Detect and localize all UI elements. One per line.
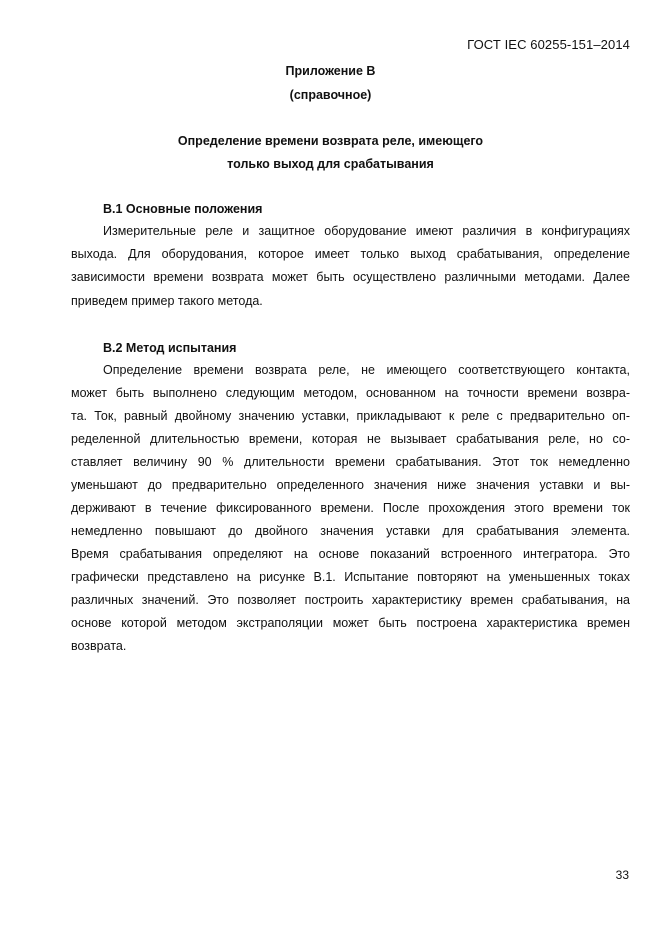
section-2-line: основе которой методом экстраполяции может быть построена характеристика времен bbox=[71, 616, 630, 630]
section-2-line: может быть выполнено следующим методом, основанном на точности времени возвра- bbox=[71, 386, 630, 400]
section-2-heading: В.2 Метод испытания bbox=[103, 341, 237, 355]
section-2-line: немедленно повышают до двойного значения уставки для срабатывания элемента. bbox=[71, 524, 630, 538]
section-1-line: приведем пример такого метода. bbox=[71, 294, 263, 308]
section-2-line: та. Ток, равный двойному значению уставки, прикладывают к реле с предварительно оп- bbox=[71, 409, 630, 423]
appendix-subtitle: (справочное) bbox=[289, 88, 372, 102]
section-2-line: ределенной длительностью времени, которая не вызывает срабатывания реле, но со- bbox=[71, 432, 630, 446]
section-2-line: ставляет величину 90 % длительности времени срабатывания. Этот ток немедленно bbox=[71, 455, 630, 469]
section-2-line: графически представлено на рисунке В.1. Испытание повторяют на уменьшенных токах bbox=[71, 570, 630, 584]
section-2-line: Определение времени возврата реле, не имеющего соответствующего контакта, bbox=[103, 363, 630, 377]
page-number: 33 bbox=[615, 868, 629, 882]
section-1-line: выхода. Для оборудования, которое имеет только выход срабатывания, определение bbox=[71, 247, 630, 261]
section-2-line: Время срабатывания определяют на основе показаний встроенного интегратора. Это bbox=[71, 547, 630, 561]
document-title-line-1: Определение времени возврата реле, имеющего bbox=[177, 134, 484, 148]
section-1-line: Измерительные реле и защитное оборудование имеют различия в конфигурациях bbox=[103, 224, 630, 238]
document-code-header: ГОСТ IEC 60255-151–2014 bbox=[467, 37, 630, 52]
section-2-line: возврата. bbox=[71, 639, 127, 653]
appendix-title: Приложение В bbox=[285, 64, 376, 78]
document-title-line-2: только выход для срабатывания bbox=[227, 157, 434, 171]
section-2-line: различных значений. Это позволяет построить характеристику времен срабатывания, на bbox=[71, 593, 630, 607]
section-2-line: уменьшают до предварительно определенного значения ниже значения уставки и вы- bbox=[71, 478, 630, 492]
section-1-line: зависимости времени возврата может быть осуществлено различными методами. Далее bbox=[71, 270, 630, 284]
section-1-heading: В.1 Основные положения bbox=[103, 202, 263, 216]
section-2-line: держивают в течение фиксированного времени. После прохождения этого времени ток bbox=[71, 501, 630, 515]
